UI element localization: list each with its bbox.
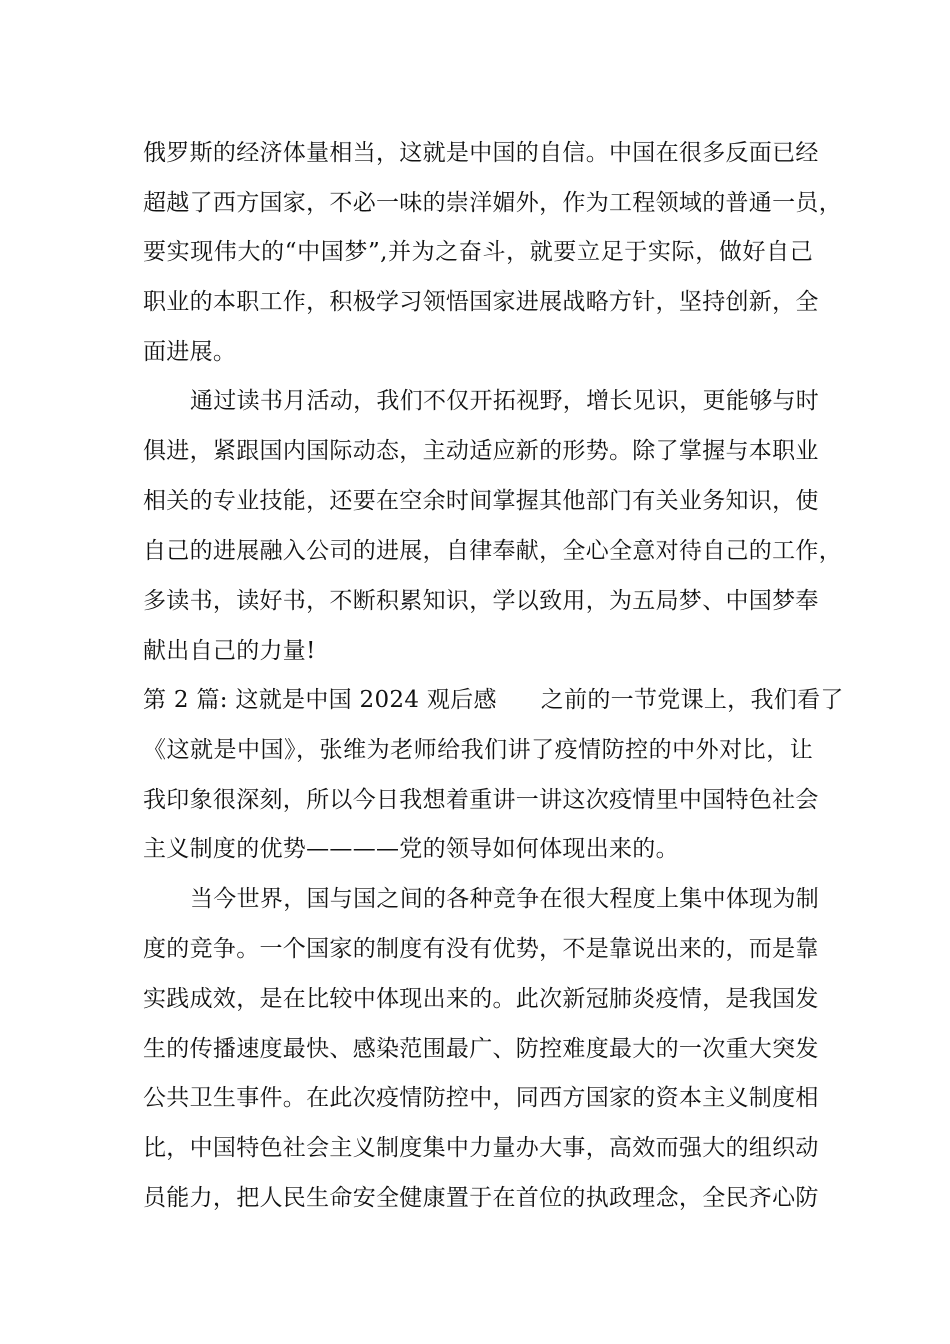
paragraph-line: 当今世界，国与国之间的各种竞争在很大程度上集中体现为制 xyxy=(190,886,820,912)
paragraph-line: 《这就是中国》，张维为老师给我们讲了疫情防控的中外对比，让 xyxy=(143,737,813,763)
section-heading: 第 2 篇: 这就是中国 2024 观后感 xyxy=(143,687,497,713)
paragraph-line: 实践成效，是在比较中体现出来的。此次新冠肺炎疫情，是我国发 xyxy=(143,986,819,1012)
section-heading-line xyxy=(143,685,844,715)
paragraph-line: 主义制度的优势————党的领导如何体现出来的。 xyxy=(143,836,679,862)
paragraph-line: 面进展。 xyxy=(143,339,237,365)
paragraph-line: 我印象很深刻，所以今日我想着重讲一讲这次疫情里中国特色社会 xyxy=(143,787,819,813)
paragraph-line: 自己的进展融入公司的进展，自律奉献，全心全意对待自己的工作， xyxy=(143,538,842,564)
paragraph-line: 度的竞争。一个国家的制度有没有优势，不是靠说出来的，而是靠 xyxy=(143,936,819,962)
paragraph-line: 多读书，读好书，不断积累知识，学以致用，为五局梦、中国梦奉 xyxy=(143,588,819,614)
paragraph-line: 献出自己的力量! xyxy=(143,638,316,664)
paragraph-line: 员能力，把人民生命安全健康置于在首位的执政理念，全民齐心防 xyxy=(143,1185,819,1211)
paragraph-line: 通过读书月活动，我们不仅开拓视野，增长见识，更能够与时 xyxy=(190,388,820,414)
paragraph-line: 公共卫生事件。在此次疫情防控中，同西方国家的资本主义制度相 xyxy=(143,1085,819,1111)
paragraph-line: 俱进，紧跟国内国际动态，主动适应新的形势。除了掌握与本职业 xyxy=(143,438,819,464)
section-heading-continuation: 之前的一节党课上，我们看了 xyxy=(540,687,844,713)
paragraph-line: 相关的专业技能，还要在空余时间掌握其他部门有关业务知识，使 xyxy=(143,488,819,514)
paragraph-line: 要实现伟大的“中国梦”,并为之奋斗，就要立足于实际，做好自己 xyxy=(143,239,813,265)
paragraph-line: 俄罗斯的经济体量相当，这就是中国的自信。中国在很多反面已经 xyxy=(143,140,819,166)
paragraph-line: 比，中国特色社会主义制度集中力量办大事，高效而强大的组织动 xyxy=(143,1135,819,1161)
paragraph-line: 职业的本职工作，积极学习领悟国家进展战略方针，坚持创新，全 xyxy=(143,289,819,315)
paragraph-line: 超越了西方国家，不必一味的崇洋媚外，作为工程领域的普通一员， xyxy=(143,190,842,216)
paragraph-line: 生的传播速度最快、感染范围最广、防控难度最大的一次重大突发 xyxy=(143,1036,819,1062)
